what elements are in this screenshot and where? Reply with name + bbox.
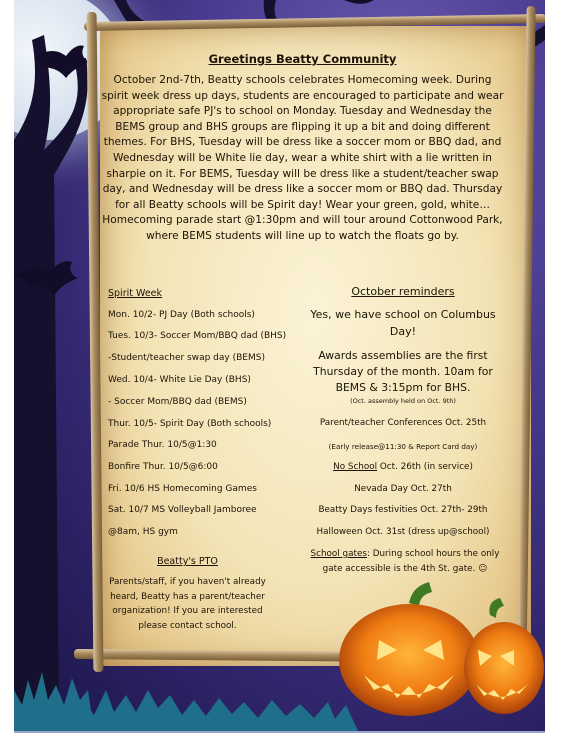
homecoming-intro-paragraph: October 2nd-7th, Beatty schools celebrates Homecoming week. During spirit week dress up days, students are encouraged to participate and wear appropriate safe PJ's to school on Monday. Tuesday and Wednesday the BEMS group and BHS groups are flipping it up a bit and doing different themes. For BHS, Tuesday will be dress like a soccer mom or BBQ dad, and Wednesday will be White lie day, wear a white shirt with a lie written in sharpie on it. For BEMS, Tuesday will be dress like a student/teacher swap day, and Wednesday will be dress like a soccer mom or BBQ dad. Thursday for all Beatty schools will be Spirit day! Wear your green, gold, white… Homecoming parade start @1:30pm and will tour around Cottonwood Park, where BEMS students will line up to watch the floats go by.	[101, 74, 504, 242]
page-bottom-border	[14, 731, 545, 733]
no-school-label: No School	[333, 462, 378, 472]
spirit-week-item: Parade Thur. 10/5@1:30	[108, 440, 217, 450]
spirit-week-item: Wed. 10/4- White Lie Day (BHS)	[108, 375, 251, 385]
no-school-reminder	[298, 462, 508, 472]
columbus-day-reminder: Yes, we have school on Columbus Day!	[310, 308, 496, 338]
spirit-week-heading: Spirit Week	[108, 288, 163, 299]
spirit-week-item: Thur. 10/5- Spirit Day (Both schools)	[108, 419, 272, 429]
spirit-week-item: Fri. 10/6 HS Homecoming Games	[108, 484, 257, 494]
spirit-week-item: Mon. 10/2- PJ Day (Both schools)	[108, 310, 255, 320]
awards-assemblies-reminder: Awards assemblies are the first Thursday of the month. 10am for BEMS & 3:15pm for BHS.	[313, 349, 493, 394]
school-gates-reminder	[300, 547, 510, 577]
nevada-day-reminder: Nevada Day Oct. 27th	[354, 484, 452, 494]
spirit-week-item: @8am, HS gym	[108, 527, 178, 537]
october-reminders-heading: October reminders	[351, 285, 455, 298]
school-gates-label: School gates	[310, 549, 367, 559]
no-school-text: Oct. 26th (in service)	[379, 462, 473, 472]
pto-heading: Beatty's PTO	[157, 556, 218, 567]
halloween-reminder: Halloween Oct. 31st (dress up@school)	[316, 527, 490, 537]
assembly-date-note: (Oct. assembly held on Oct. 9th)	[350, 397, 456, 405]
spirit-week-item: -Student/teacher swap day (BEMS)	[108, 353, 265, 363]
spirit-week-item: Bonfire Thur. 10/5@6:00	[108, 462, 218, 472]
beatty-days-reminder: Beatty Days festivities Oct. 27th- 29th	[318, 505, 488, 515]
school-gates-text: : During school hours the only gate accessible is the 4th St. gate. ☺	[322, 549, 500, 574]
pto-text: Parents/staff, if you haven't already heard, Beatty has a parent/teacher organization! If you are interested please contact school.	[109, 577, 266, 631]
spirit-week-item: Sat. 10/7 MS Volleyball Jamboree	[108, 505, 257, 515]
early-release-note: (Early release@11:30 & Report Card day)	[328, 442, 478, 451]
page-title: Greetings Beatty Community	[208, 52, 397, 66]
halloween-poster-background	[14, 0, 545, 731]
spirit-week-item: - Soccer Mom/BBQ dad (BEMS)	[108, 397, 247, 407]
conferences-reminder: Parent/teacher Conferences Oct. 25th	[319, 418, 487, 428]
spirit-week-item: Tues. 10/3- Soccer Mom/BBQ dad (BHS)	[108, 331, 287, 341]
